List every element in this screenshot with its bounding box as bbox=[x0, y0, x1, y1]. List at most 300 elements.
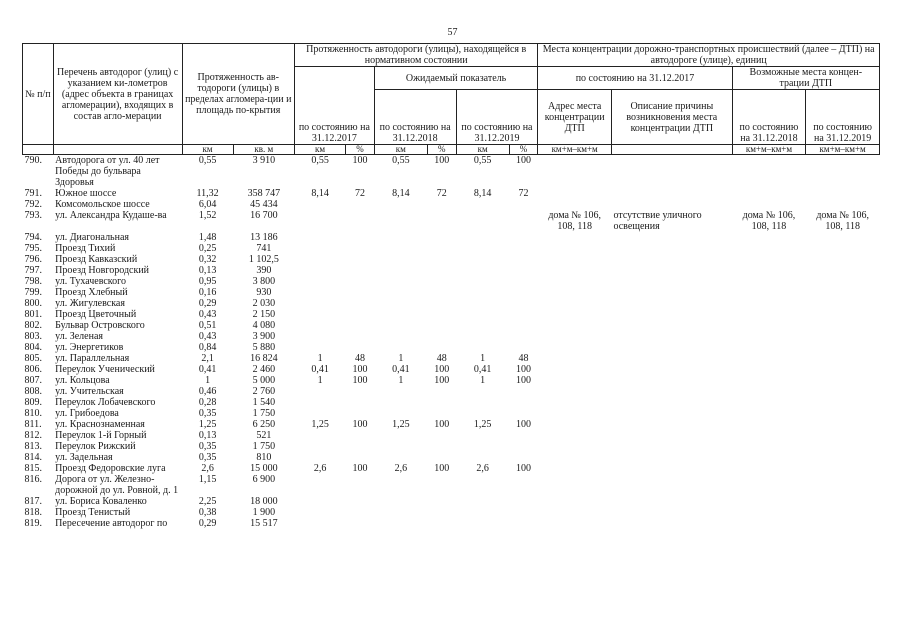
unit-km: км bbox=[456, 145, 509, 155]
header-dtp-state: по состоянию на 31.12.2017 bbox=[538, 67, 732, 90]
table-row bbox=[23, 408, 880, 419]
normative-2017-km: 0,41 bbox=[311, 364, 329, 375]
normative-2017-pct: 100 bbox=[352, 364, 368, 375]
area-sqm: 5 000 bbox=[252, 375, 276, 386]
row-number: 804. bbox=[24, 342, 42, 353]
table-row bbox=[23, 342, 880, 353]
road-name: Комсомольское шоссе bbox=[55, 199, 150, 210]
header-name: Перечень автодорог (улиц) с указанием ки-лометров (адрес объекта в границах агломерации), входящих в состав агло-мерации bbox=[53, 44, 182, 145]
dtp-address bbox=[538, 298, 612, 309]
normative-2018-pct: 100 bbox=[434, 463, 450, 474]
normative-2019-km bbox=[456, 232, 509, 243]
dtp-address bbox=[538, 452, 612, 463]
area-sqm: 521 bbox=[256, 430, 272, 441]
normative-2018-pct: 100 bbox=[434, 364, 450, 375]
road-name: Переулок Лобачевского bbox=[55, 397, 156, 408]
dtp-reason bbox=[611, 430, 732, 441]
normative-2018-km bbox=[374, 210, 427, 232]
normative-2019-km bbox=[456, 386, 509, 397]
dtp-reason bbox=[611, 199, 732, 210]
dtp-address bbox=[538, 309, 612, 320]
row-number: 801. bbox=[24, 309, 42, 320]
normative-2017-pct bbox=[346, 276, 375, 287]
normative-2018-km bbox=[374, 199, 427, 210]
dtp-reason bbox=[611, 386, 732, 397]
normative-2018-km bbox=[374, 309, 427, 320]
table-row bbox=[23, 188, 880, 199]
length-km: 0,35 bbox=[198, 408, 217, 419]
table-row bbox=[23, 210, 880, 232]
possible-dtp-2019: дома № 106, 108, 118 bbox=[816, 210, 869, 232]
possible-dtp-2019 bbox=[806, 331, 880, 342]
possible-dtp-2018 bbox=[732, 155, 806, 189]
normative-2018-km bbox=[374, 386, 427, 397]
length-km: 2,1 bbox=[201, 353, 214, 364]
possible-dtp-2019 bbox=[806, 452, 880, 463]
dtp-address bbox=[538, 155, 612, 189]
length-km: 0,43 bbox=[198, 331, 217, 342]
table-row bbox=[23, 254, 880, 265]
normative-2017-km bbox=[295, 243, 346, 254]
normative-2017-pct bbox=[346, 452, 375, 463]
dtp-address bbox=[538, 353, 612, 364]
length-km: 0,46 bbox=[198, 386, 217, 397]
dtp-address bbox=[538, 507, 612, 518]
normative-2017-pct bbox=[346, 496, 375, 507]
road-name: ул. Диагональная bbox=[55, 232, 130, 243]
length-km: 0,29 bbox=[198, 518, 217, 529]
page-number: 57 bbox=[447, 27, 458, 38]
row-number: 819. bbox=[24, 518, 42, 529]
row-number: 791. bbox=[24, 188, 42, 199]
length-km: 11,32 bbox=[196, 188, 219, 199]
road-name: ул. Жигулевская bbox=[55, 298, 125, 309]
possible-dtp-2019 bbox=[806, 496, 880, 507]
header-normative: Протяженность автодороги (улицы), находящейся в нормативном состоянии bbox=[295, 44, 538, 67]
possible-dtp-2018 bbox=[732, 419, 806, 430]
table-row bbox=[23, 331, 880, 342]
dtp-address bbox=[538, 276, 612, 287]
normative-2017-pct bbox=[346, 320, 375, 331]
normative-2018-pct bbox=[427, 331, 456, 342]
dtp-address bbox=[538, 441, 612, 452]
table-row bbox=[23, 287, 880, 298]
normative-2017-km bbox=[295, 309, 346, 320]
table-header bbox=[23, 44, 880, 155]
table-row bbox=[23, 518, 880, 529]
normative-2017-km: 1 bbox=[317, 375, 323, 386]
area-sqm: 3 800 bbox=[252, 276, 276, 287]
normative-2019-km: 0,55 bbox=[473, 155, 492, 166]
header-num: № п/п bbox=[23, 44, 54, 145]
dtp-address bbox=[538, 375, 612, 386]
normative-2019-pct bbox=[509, 430, 538, 441]
dtp-reason bbox=[611, 298, 732, 309]
possible-dtp-2019 bbox=[806, 364, 880, 375]
normative-2018-pct bbox=[427, 287, 456, 298]
possible-dtp-2019 bbox=[806, 232, 880, 243]
dtp-reason bbox=[611, 254, 732, 265]
area-sqm: 1 900 bbox=[252, 507, 276, 518]
normative-2018-km bbox=[374, 518, 427, 529]
possible-dtp-2019 bbox=[806, 507, 880, 518]
normative-2018-pct bbox=[427, 210, 456, 232]
possible-dtp-2018 bbox=[732, 507, 806, 518]
header-expected: Ожидаемый показатель bbox=[374, 67, 538, 90]
length-km: 1,15 bbox=[198, 474, 217, 485]
possible-dtp-2018 bbox=[732, 375, 806, 386]
table-row bbox=[23, 232, 880, 243]
normative-2018-pct: 72 bbox=[436, 188, 447, 199]
unit-sqm: кв. м bbox=[233, 145, 294, 155]
dtp-reason bbox=[611, 287, 732, 298]
dtp-reason bbox=[611, 441, 732, 452]
row-number: 790. bbox=[24, 155, 42, 166]
row-number: 808. bbox=[24, 386, 42, 397]
normative-2017-pct: 100 bbox=[352, 463, 368, 474]
possible-dtp-2018: дома № 106, 108, 118 bbox=[742, 210, 796, 232]
normative-2019-pct bbox=[509, 276, 538, 287]
normative-2017-pct bbox=[346, 287, 375, 298]
dtp-reason bbox=[611, 331, 732, 342]
possible-dtp-2018 bbox=[732, 518, 806, 529]
normative-2018-pct bbox=[427, 452, 456, 463]
normative-2019-pct bbox=[509, 265, 538, 276]
normative-2018-pct bbox=[427, 254, 456, 265]
normative-2019-pct: 100 bbox=[516, 419, 532, 430]
normative-2018-pct bbox=[427, 276, 456, 287]
normative-2017-pct: 48 bbox=[354, 353, 365, 364]
possible-dtp-2018 bbox=[732, 474, 806, 496]
normative-2019-km bbox=[456, 331, 509, 342]
normative-2018-pct bbox=[427, 496, 456, 507]
road-name: Переулок Ученический bbox=[55, 364, 155, 375]
normative-2019-km bbox=[456, 265, 509, 276]
unit-blank bbox=[23, 145, 54, 155]
area-sqm: 18 000 bbox=[250, 496, 278, 507]
dtp-address bbox=[538, 331, 612, 342]
normative-2017-km bbox=[295, 265, 346, 276]
normative-2017-pct bbox=[346, 298, 375, 309]
possible-dtp-2019 bbox=[806, 276, 880, 287]
row-number: 803. bbox=[24, 331, 42, 342]
dtp-address bbox=[538, 419, 612, 430]
road-name: ул. Задельная bbox=[55, 452, 113, 463]
possible-dtp-2018 bbox=[732, 463, 806, 474]
table-row bbox=[23, 474, 880, 496]
dtp-address bbox=[538, 430, 612, 441]
dtp-reason bbox=[611, 452, 732, 463]
dtp-address bbox=[538, 254, 612, 265]
unit-pct: % bbox=[346, 145, 375, 155]
table-row bbox=[23, 309, 880, 320]
normative-2017-pct bbox=[346, 331, 375, 342]
dtp-address bbox=[538, 518, 612, 529]
normative-2019-km: 8,14 bbox=[473, 188, 492, 199]
normative-2019-km bbox=[456, 474, 509, 496]
unit-blank bbox=[611, 145, 732, 155]
normative-2019-pct bbox=[509, 496, 538, 507]
normative-2017-km bbox=[295, 298, 346, 309]
length-km: 2,25 bbox=[198, 496, 217, 507]
table-row bbox=[23, 441, 880, 452]
area-sqm: 930 bbox=[256, 287, 272, 298]
dtp-reason bbox=[611, 419, 732, 430]
table-row bbox=[23, 320, 880, 331]
normative-2019-pct bbox=[509, 309, 538, 320]
length-km: 1,52 bbox=[198, 210, 217, 221]
normative-2018-pct bbox=[427, 320, 456, 331]
normative-2018-km bbox=[374, 507, 427, 518]
normative-2017-km bbox=[295, 287, 346, 298]
header-length: Протяженность ав-тодороги (улицы) в пределах агломера-ции и площадь по-крытия bbox=[182, 44, 294, 145]
dtp-reason bbox=[611, 243, 732, 254]
normative-2019-km bbox=[456, 320, 509, 331]
area-sqm: 16 824 bbox=[250, 353, 278, 364]
possible-dtp-2018 bbox=[732, 309, 806, 320]
length-km: 0,38 bbox=[198, 507, 217, 518]
length-km: 0,29 bbox=[198, 298, 217, 309]
area-sqm: 2 760 bbox=[252, 386, 276, 397]
normative-2019-pct: 100 bbox=[516, 364, 532, 375]
row-number: 815. bbox=[24, 463, 42, 474]
normative-2017-pct bbox=[346, 518, 375, 529]
length-km: 2,6 bbox=[201, 463, 214, 474]
length-km: 0,28 bbox=[198, 397, 217, 408]
road-name: Проезд Новгородский bbox=[55, 265, 150, 276]
dtp-reason bbox=[611, 232, 732, 243]
normative-2017-km bbox=[295, 331, 346, 342]
normative-2017-km: 1,25 bbox=[311, 419, 329, 430]
table-row bbox=[23, 507, 880, 518]
normative-2018-km bbox=[374, 441, 427, 452]
normative-2018-km bbox=[374, 408, 427, 419]
dtp-address bbox=[538, 188, 612, 199]
area-sqm: 3 910 bbox=[252, 155, 276, 166]
normative-2017-pct: 100 bbox=[352, 419, 368, 430]
possible-dtp-2018 bbox=[732, 265, 806, 276]
unit-pct: % bbox=[427, 145, 456, 155]
normative-2019-km bbox=[456, 518, 509, 529]
table-row bbox=[23, 496, 880, 507]
unit-blank bbox=[53, 145, 182, 155]
normative-2019-pct bbox=[509, 342, 538, 353]
possible-dtp-2018 bbox=[732, 408, 806, 419]
table-body bbox=[23, 155, 880, 530]
normative-2018-pct bbox=[427, 298, 456, 309]
unit-km: км bbox=[295, 145, 346, 155]
row-number: 795. bbox=[24, 243, 42, 254]
row-number: 807. bbox=[24, 375, 42, 386]
possible-dtp-2019 bbox=[806, 474, 880, 496]
row-number: 797. bbox=[24, 265, 42, 276]
possible-dtp-2018 bbox=[732, 320, 806, 331]
normative-2017-km bbox=[295, 441, 346, 452]
normative-2018-km bbox=[374, 276, 427, 287]
normative-2019-pct bbox=[509, 331, 538, 342]
normative-2018-pct bbox=[427, 518, 456, 529]
dtp-address bbox=[538, 397, 612, 408]
dtp-reason bbox=[611, 507, 732, 518]
normative-2019-pct: 48 bbox=[518, 353, 529, 364]
road-name: Переулок Рижский bbox=[55, 441, 136, 452]
normative-2018-pct: 100 bbox=[434, 155, 450, 166]
possible-dtp-2018 bbox=[732, 342, 806, 353]
normative-2017-pct bbox=[346, 243, 375, 254]
area-sqm: 390 bbox=[256, 265, 272, 276]
normative-2018-km bbox=[374, 452, 427, 463]
possible-dtp-2018 bbox=[732, 496, 806, 507]
table-row bbox=[23, 155, 880, 189]
possible-dtp-2019 bbox=[806, 463, 880, 474]
normative-2019-pct bbox=[509, 199, 538, 210]
dtp-address bbox=[538, 386, 612, 397]
normative-2019-pct bbox=[509, 210, 538, 232]
possible-dtp-2019 bbox=[806, 518, 880, 529]
normative-2018-pct bbox=[427, 232, 456, 243]
possible-dtp-2018 bbox=[732, 298, 806, 309]
normative-2019-km: 0,41 bbox=[473, 364, 492, 375]
dtp-reason bbox=[611, 188, 732, 199]
table-row bbox=[23, 375, 880, 386]
normative-2019-km: 1 bbox=[480, 375, 486, 386]
table-row bbox=[23, 199, 880, 210]
normative-2018-pct bbox=[427, 243, 456, 254]
normative-2017-pct bbox=[346, 199, 375, 210]
normative-2019-km bbox=[456, 309, 509, 320]
dtp-reason bbox=[611, 496, 732, 507]
possible-dtp-2018 bbox=[732, 276, 806, 287]
dtp-reason bbox=[611, 408, 732, 419]
table-row bbox=[23, 243, 880, 254]
area-sqm: 3 900 bbox=[252, 331, 276, 342]
road-name: Бульвар Островского bbox=[55, 320, 145, 331]
row-number: 811. bbox=[24, 419, 42, 430]
dtp-address bbox=[538, 243, 612, 254]
length-km: 0,35 bbox=[198, 452, 217, 463]
possible-dtp-2019 bbox=[806, 342, 880, 353]
normative-2019-pct bbox=[509, 518, 538, 529]
possible-dtp-2018 bbox=[732, 364, 806, 375]
normative-2018-pct bbox=[427, 386, 456, 397]
normative-2019-km bbox=[456, 276, 509, 287]
dtp-reason bbox=[611, 375, 732, 386]
row-number: 798. bbox=[24, 276, 42, 287]
row-number: 794. bbox=[24, 232, 42, 243]
row-number: 816. bbox=[24, 474, 42, 485]
normative-2019-km bbox=[456, 210, 509, 232]
table-row bbox=[23, 276, 880, 287]
dtp-address bbox=[538, 342, 612, 353]
row-number: 809. bbox=[24, 397, 42, 408]
possible-dtp-2019 bbox=[806, 419, 880, 430]
normative-2019-km bbox=[456, 408, 509, 419]
normative-2019-pct bbox=[509, 474, 538, 496]
normative-2019-pct bbox=[509, 441, 538, 452]
normative-2017-pct bbox=[346, 309, 375, 320]
normative-2017-km bbox=[295, 386, 346, 397]
road-name: ул. Краснознаменная bbox=[55, 419, 145, 430]
road-name: Проезд Федоровские луга bbox=[55, 463, 166, 474]
road-name: ул. Александра Кудаше-ва bbox=[55, 210, 167, 221]
normative-2018-pct bbox=[427, 474, 456, 496]
possible-dtp-2019 bbox=[806, 408, 880, 419]
normative-2018-km: 0,55 bbox=[392, 155, 410, 166]
dtp-reason bbox=[611, 364, 732, 375]
length-km: 0,84 bbox=[198, 342, 217, 353]
row-number: 805. bbox=[24, 353, 42, 364]
normative-2018-km: 1,25 bbox=[392, 419, 410, 430]
normative-2017-km bbox=[295, 276, 346, 287]
possible-dtp-2019 bbox=[806, 298, 880, 309]
normative-2018-km bbox=[374, 430, 427, 441]
normative-2017-km bbox=[295, 232, 346, 243]
table-row bbox=[23, 419, 880, 430]
dtp-reason: отсутствие уличного освещения bbox=[613, 210, 702, 232]
normative-2017-pct bbox=[346, 397, 375, 408]
length-km: 0,32 bbox=[198, 254, 217, 265]
normative-2019-km bbox=[456, 287, 509, 298]
possible-dtp-2019 bbox=[806, 375, 880, 386]
row-number: 802. bbox=[24, 320, 42, 331]
normative-2019-km bbox=[456, 430, 509, 441]
road-name: ул. Бориса Коваленко bbox=[55, 496, 147, 507]
possible-dtp-2019 bbox=[806, 243, 880, 254]
possible-dtp-2018 bbox=[732, 287, 806, 298]
dtp-reason bbox=[611, 320, 732, 331]
normative-2018-km bbox=[374, 287, 427, 298]
normative-2019-pct bbox=[509, 386, 538, 397]
possible-dtp-2019 bbox=[806, 254, 880, 265]
dtp-address: дома № 106, 108, 118 bbox=[548, 210, 601, 232]
normative-2018-km: 8,14 bbox=[392, 188, 410, 199]
table-row bbox=[23, 353, 880, 364]
dtp-reason bbox=[611, 353, 732, 364]
normative-2017-km bbox=[295, 496, 346, 507]
normative-2017-km bbox=[295, 210, 346, 232]
normative-2018-km: 1 bbox=[398, 353, 404, 364]
unit-pct: % bbox=[509, 145, 538, 155]
normative-2019-km bbox=[456, 441, 509, 452]
road-name: Пересечение автодорог по bbox=[55, 518, 168, 529]
table-row bbox=[23, 430, 880, 441]
road-name: ул. Кольцова bbox=[55, 375, 110, 386]
length-km: 0,25 bbox=[198, 243, 217, 254]
header-norm-2019: по состоянию на 31.12.2019 bbox=[456, 90, 538, 145]
possible-dtp-2019 bbox=[806, 397, 880, 408]
possible-dtp-2019 bbox=[806, 353, 880, 364]
normative-2017-km bbox=[295, 342, 346, 353]
possible-dtp-2018 bbox=[732, 353, 806, 364]
normative-2019-km: 1,25 bbox=[473, 419, 492, 430]
area-sqm: 13 186 bbox=[250, 232, 278, 243]
normative-2018-km bbox=[374, 474, 427, 496]
normative-2017-pct bbox=[346, 474, 375, 496]
normative-2018-km: 0,41 bbox=[392, 364, 410, 375]
normative-2019-km bbox=[456, 254, 509, 265]
dtp-reason bbox=[611, 518, 732, 529]
length-km: 0,13 bbox=[198, 430, 217, 441]
length-km: 0,51 bbox=[198, 320, 217, 331]
possible-dtp-2019 bbox=[806, 309, 880, 320]
normative-2018-km bbox=[374, 298, 427, 309]
table-row bbox=[23, 265, 880, 276]
table-row bbox=[23, 397, 880, 408]
normative-2018-km bbox=[374, 397, 427, 408]
possible-dtp-2018 bbox=[732, 386, 806, 397]
dtp-reason bbox=[611, 265, 732, 276]
road-name: ул. Параллельная bbox=[55, 353, 130, 364]
